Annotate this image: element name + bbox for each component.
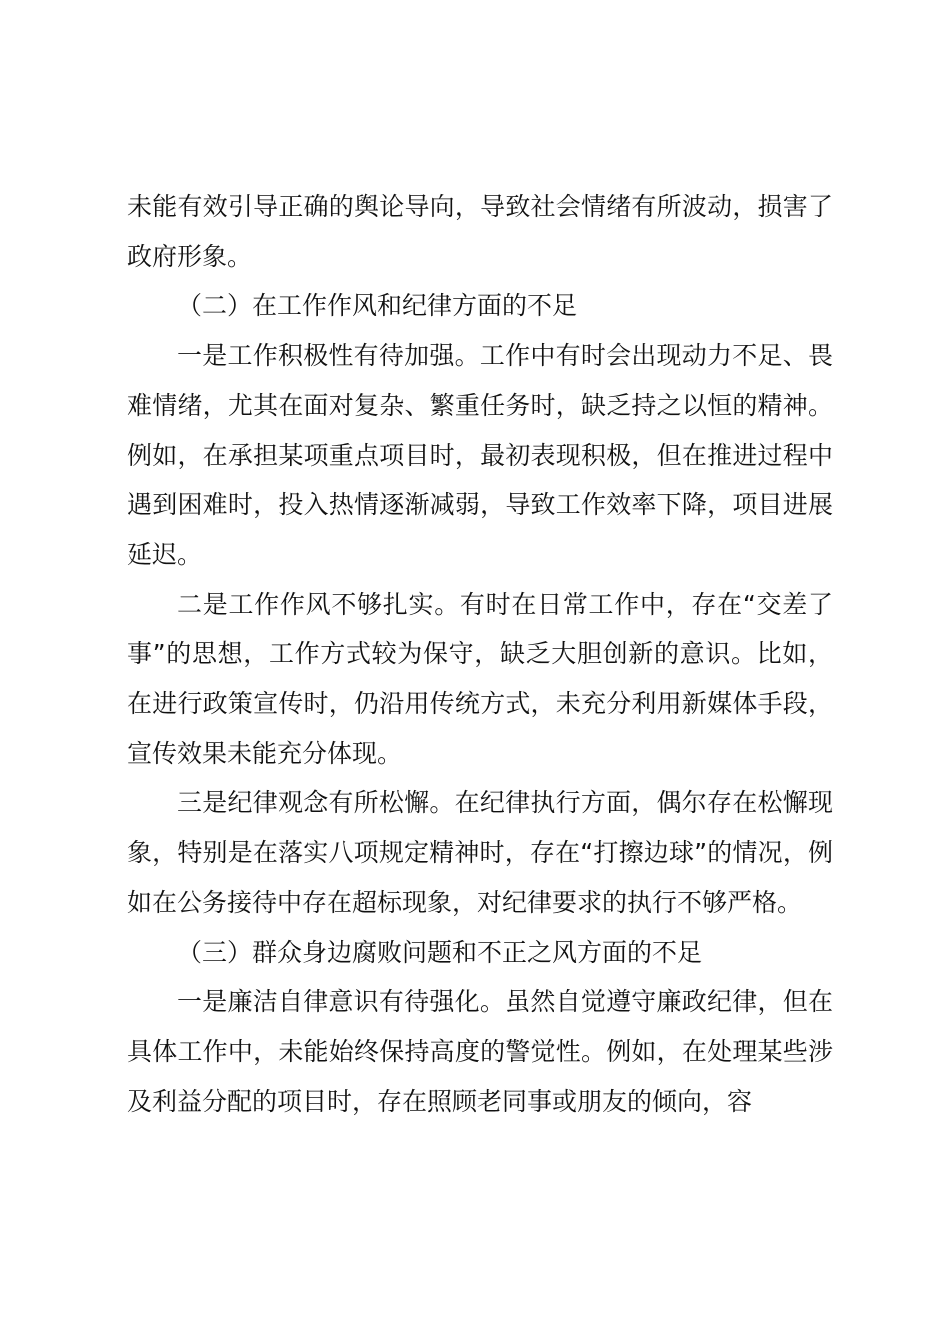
section-heading-3: （三）群众身边腐败问题和不正之风方面的不足: [177, 937, 703, 967]
paragraph-item-1: 一是工作积极性有待加强。工作中有时会出现动力不足、畏难情绪，尤其在面对复杂、繁重任务时，缺乏持之以恒的精神。例如，在承担某项重点项目时，最初表现积极，但在推进过程中遇到困难时，投入热情逐渐减弱，导致工作效率下降，项目进展延迟。: [127, 341, 833, 569]
paragraph-item-3: 三是纪律观念有所松懈。在纪律执行方面，偶尔存在松懈现象，特别是在落实八项规定精神时，存在“打擦边球”的情况，例如在公务接待中存在超标现象，对纪律要求的执行不够严格。: [127, 788, 833, 917]
paragraph-item-2: 二是工作作风不够扎实。有时在日常工作中，存在“交差了事”的思想，工作方式较为保守，缺乏大胆创新的意识。比如，在进行政策宣传时，仍沿用传统方式，未充分利用新媒体手段，宣传效果未能充分体现。: [127, 589, 833, 768]
section-heading-2: （二）在工作作风和纪律方面的不足: [177, 291, 578, 321]
document-body: [127, 182, 833, 1126]
paragraph-item-4: 一是廉洁自律意识有待强化。虽然自觉遵守廉政纪律，但在具体工作中，未能始终保持高度的警觉性。例如，在处理某些涉及利益分配的项目时，存在照顾老同事或朋友的倾向，容: [127, 987, 833, 1116]
paragraph-continuation: 未能有效引导正确的舆论导向，导致社会情绪有所波动，损害了政府形象。: [127, 192, 833, 271]
